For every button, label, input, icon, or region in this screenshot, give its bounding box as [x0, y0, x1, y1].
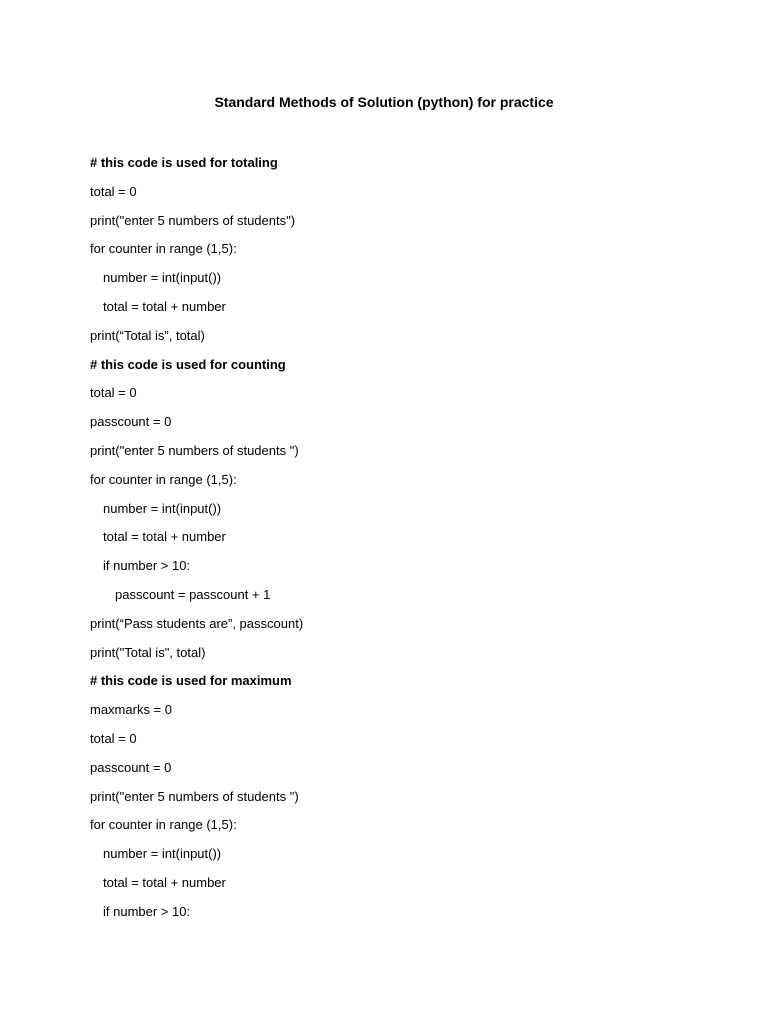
code-line: total = 0 [90, 183, 137, 199]
document-title: Standard Methods of Solution (python) for practice [214, 94, 554, 110]
code-line: passcount = 0 [90, 759, 172, 775]
code-line: maxmarks = 0 [90, 702, 172, 718]
code-line: total = total + number [103, 874, 226, 890]
code-line: total = 0 [90, 385, 137, 401]
section-heading: # this code is used for maximum [90, 673, 292, 689]
code-line: for counter in range (1,5): [90, 817, 237, 833]
code-line: passcount = 0 [90, 414, 172, 430]
code-line: print(“Total is”, total) [90, 327, 205, 343]
code-line: print("Total is", total) [90, 644, 206, 660]
code-line: for counter in range (1,5): [90, 241, 237, 257]
code-line: for counter in range (1,5): [90, 471, 237, 487]
code-line: print(“Pass students are”, passcount) [90, 615, 304, 631]
document-body [90, 153, 710, 931]
code-line: if number > 10: [103, 558, 191, 574]
code-line: total = total + number [103, 529, 226, 545]
code-line: passcount = passcount + 1 [115, 586, 271, 602]
code-line: total = total + number [103, 298, 226, 314]
code-line: print("enter 5 numbers of students") [90, 212, 296, 228]
section-heading: # this code is used for totaling [90, 155, 278, 170]
code-line: number = int(input()) [103, 500, 222, 516]
section-heading: # this code is used for counting [90, 356, 286, 372]
code-line: total = 0 [90, 730, 137, 746]
code-line: print("enter 5 numbers of students ") [90, 788, 299, 804]
code-line: print("enter 5 numbers of students ") [90, 442, 299, 458]
code-line: if number > 10: [103, 903, 191, 919]
code-line: number = int(input()) [103, 846, 222, 862]
code-line: number = int(input()) [103, 270, 222, 286]
